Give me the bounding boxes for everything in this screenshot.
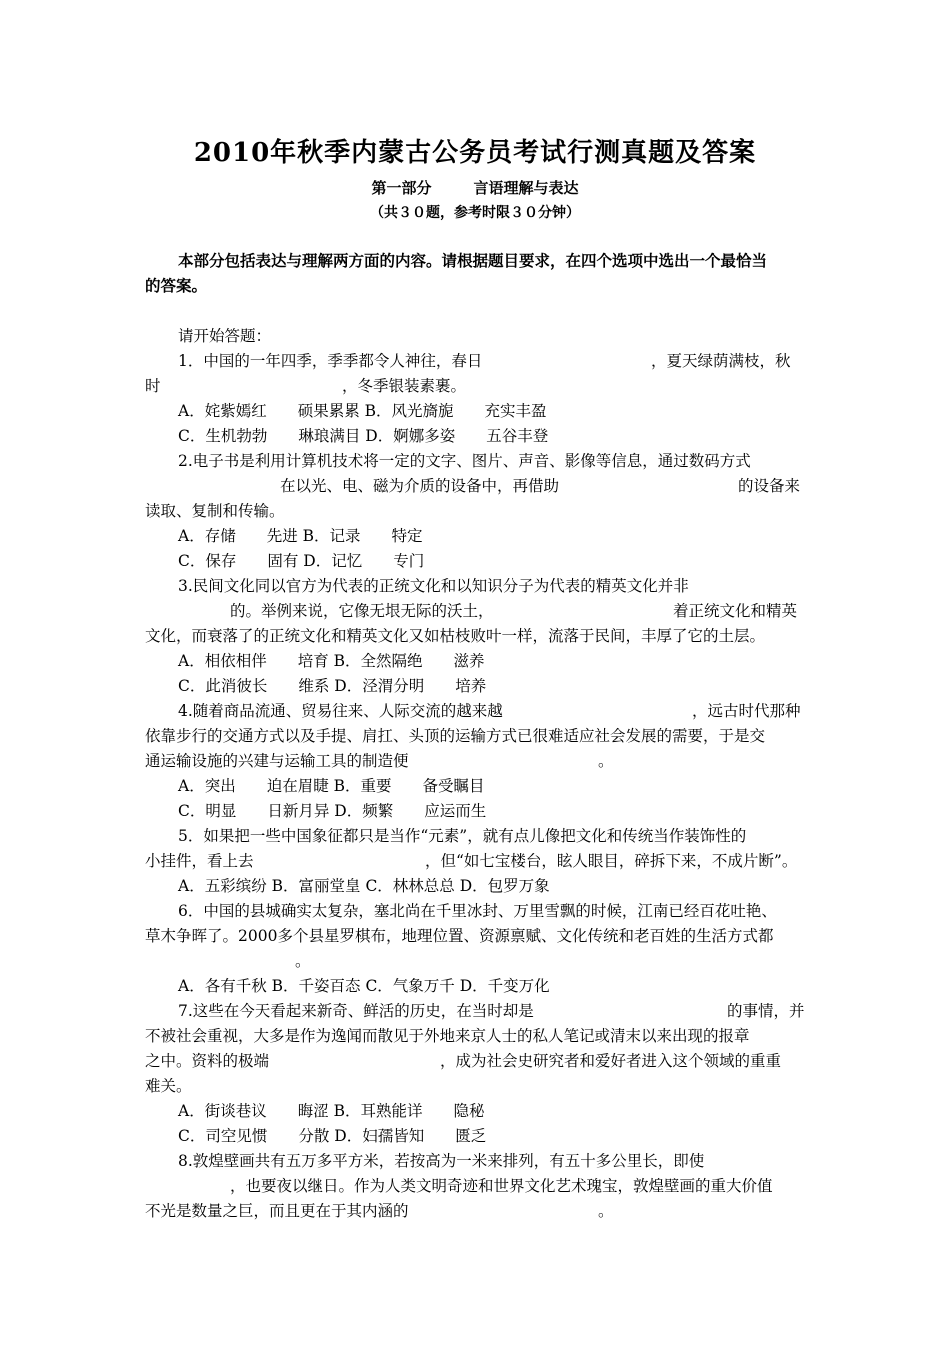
question-text: 之中。资料的极端 <box>145 1052 270 1070</box>
question-text: 难关。 <box>145 1077 192 1095</box>
start-prompt: 请开始答题： <box>178 327 272 345</box>
question-text: 。 <box>598 752 614 770</box>
question-text: 小挂件，看上去 <box>145 852 254 870</box>
question-text: 的事情，并 <box>727 1002 805 1020</box>
part-name: 言语理解与表达 <box>473 179 579 197</box>
question-text: 7.这些在今天看起来新奇、鲜活的历史，在当时却是 <box>178 1002 534 1020</box>
answer-options: A．姹紫嫣红 硕果累累 B．风光旖旎 充实丰盈 <box>178 402 547 420</box>
question-text: 。 <box>295 952 311 970</box>
part-heading <box>0 177 950 198</box>
answer-options: C．保存 固有 D．记忆 专门 <box>178 552 425 570</box>
part-label: 第一部分 <box>371 179 432 197</box>
question-text: ，远古时代那种 <box>692 702 801 720</box>
question-text: 2.电子书是利用计算机技术将一定的文字、图片、声音、影像等信息，通过数码方式 <box>178 452 751 470</box>
answer-options: C．司空见惯 分散 D．妇孺皆知 匮乏 <box>178 1127 487 1145</box>
question-text: 。 <box>598 1202 614 1220</box>
question-text: 1．中国的一年四季，季季都令人神往，春日 <box>178 352 483 370</box>
answer-options: A．存储 先进 B．记录 特定 <box>178 527 423 545</box>
question-text: 在以光、电、磁为介质的设备中，再借助 <box>280 477 560 495</box>
answer-options: C．此消彼长 维系 D．泾渭分明 培养 <box>178 677 487 695</box>
question-text: 时 <box>145 377 161 395</box>
question-text: 4.随着商品流通、贸易往来、人际交流的越来越 <box>178 702 503 720</box>
question-text: 依靠步行的交通方式以及手提、肩扛、头顶的运输方式已很难适应社会发展的需要，于是交 <box>145 727 766 745</box>
question-text: 的设备来 <box>738 477 801 495</box>
question-text: ，冬季银装素裹。 <box>342 377 467 395</box>
question-text: 的。举例来说，它像无垠无际的沃土， <box>230 602 494 620</box>
question-text: 文化，而衰落了的正统文化和精英文化又如枯枝败叶一样，流落于民间，丰厚了它的土层。 <box>145 627 766 645</box>
answer-options: A．突出 迫在眉睫 B．重要 备受瞩目 <box>178 777 485 795</box>
question-text: 草木争晖了。2000多个县星罗棋布，地理位置、资源禀赋、文化传统和老百姓的生活方式都 <box>145 927 774 945</box>
intro-line: 的答案。 <box>145 276 208 295</box>
question-text: ，也要夜以继日。作为人类文明奇迹和世界文化艺术瑰宝，敦煌壁画的重大价值 <box>230 1177 773 1195</box>
question-text: 3.民间文化同以官方为代表的正统文化和以知识分子为代表的精英文化并非 <box>178 577 689 595</box>
document-title: 2010年秋季内蒙古公务员考试行测真题及答案 <box>193 138 757 168</box>
question-text: 读取、复制和传输。 <box>145 502 285 520</box>
question-text: ，成为社会史研究者和爱好者进入这个领域的重重 <box>440 1052 782 1070</box>
question-text: 着正统文化和精英 <box>673 602 798 620</box>
question-text: 5．如果把一些中国象征都只是当作“元素”，就有点儿像把文化和传统当作装饰性的 <box>178 827 747 845</box>
question-text: 通运输设施的兴建与运输工具的制造便 <box>145 752 409 770</box>
answer-options: A．街谈巷议 晦涩 B．耳熟能详 隐秘 <box>178 1102 485 1120</box>
answer-options: C．生机勃勃 琳琅满目 D．婀娜多姿 五谷丰登 <box>178 427 549 445</box>
answer-options: A．五彩缤纷 B．富丽堂皇 C．林林总总 D．包罗万象 <box>178 877 550 895</box>
answer-options: A．各有千秋 B．千姿百态 C．气象万千 D．千变万化 <box>178 977 550 995</box>
question-text: 8.敦煌壁画共有五万多平方米，若按高为一米来排列，有五十多公里长，即使 <box>178 1152 705 1170</box>
intro-line: 本部分包括表达与理解两方面的内容。请根据题目要求，在四个选项中选出一个最恰当 <box>178 251 768 270</box>
answer-options: A．相依相伴 培育 B．全然隔绝 滋养 <box>178 652 485 670</box>
question-text: 不被社会重视，大多是作为逸闻而散见于外地来京人士的私人笔记或清末以来出现的报章 <box>145 1027 750 1045</box>
question-text: 6．中国的县城确实太复杂，塞北尚在千里冰封、万里雪飘的时候，江南已经百花吐艳、 <box>178 902 777 920</box>
question-text: 不光是数量之巨，而且更在于其内涵的 <box>145 1202 409 1220</box>
question-text: ，但“如七宝楼台，眩人眼目，碎拆下来，不成片断”。 <box>425 852 798 870</box>
part-note: （共３０题，参考时限３０分钟） <box>370 205 580 221</box>
question-text: ，夏天绿荫满枝，秋 <box>651 352 791 370</box>
answer-options: C．明显 日新月异 D．频繁 应运而生 <box>178 802 487 820</box>
